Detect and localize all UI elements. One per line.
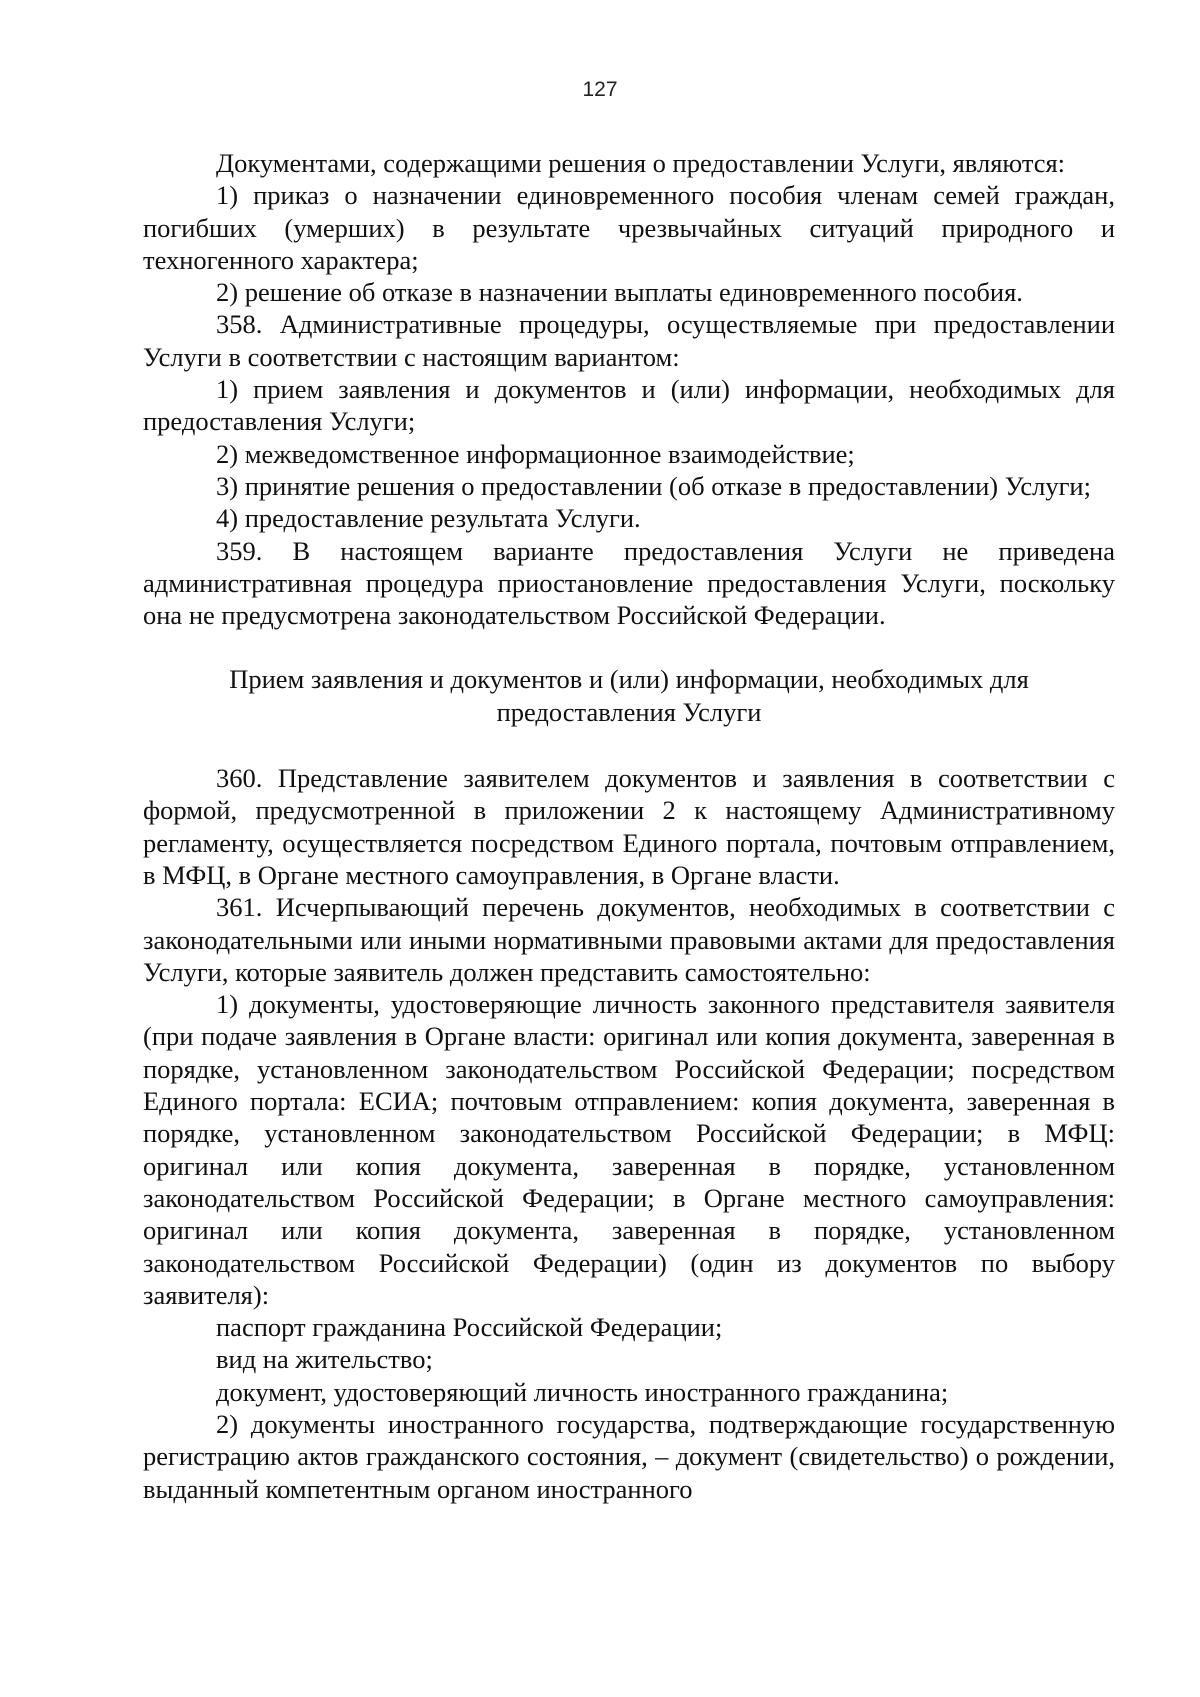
section-heading-line-2: предоставления Услуги: [496, 696, 762, 727]
paragraph-doc-residence: вид на жительство;: [216, 1344, 433, 1375]
paragraph-doc-passport: паспорт гражданина Российской Федерации;: [216, 1312, 723, 1343]
section-heading: [143, 631, 1115, 762]
paragraph-358-item-3: 3) принятие решения о предоставлении (об отказе в предоставлении) Услуги;: [216, 470, 1091, 501]
paragraph-359: 359. В настоящем варианте предоставления Услуги не приведена административная процедура приостановление предоставления Услуги, поскольку она не предусмотрена законодательством Российской Федерации.: [143, 535, 1115, 631]
paragraph-358: 358. Административные процедуры, осуществляемые при предоставлении Услуги в соответствии с настоящим вариантом:: [143, 309, 1115, 372]
paragraph-358-item-2: 2) межведомственное информационное взаимодействие;: [216, 438, 855, 469]
paragraph-result-1: 1) приказ о назначении единовременного пособия членам семей граждан, погибших (умерших) в результате чрезвычайных ситуаций природного и техногенного характера;: [143, 180, 1115, 275]
paragraph-doc-foreign-id: документ, удостоверяющий личность иностранного гражданина;: [216, 1376, 949, 1407]
paragraph-361-item-1: 1) документы, удостоверяющие личность законного представителя заявителя (при подаче заявления в Органе власти: оригинал или копия документа, заверенная в порядке, установленном законодательством Российской Федерации; посредством Единого портала: ЕСИА; почтовым отправлением: копия документа, заверенная в порядке, установленном законодательством Российской Федерации; в МФЦ: оригинал или копия документа, заверенная в порядке, установленном законодательством Российской Федерации; в Органе местного самоуправления: оригинал или копия документа, заверенная в порядке, установленном законодательством Российской Федерации) (один из документов по выбору заявителя):: [143, 989, 1115, 1310]
paragraph-361-item-2: 2) документы иностранного государства, подтверждающие государственную регистрацию актов гражданского состояния, – документ (свидетельство) о рождении, выданный компетентным органом иностранного: [143, 1408, 1115, 1504]
paragraph-results-intro: Документами, содержащими решения о предоставлении Услуги, являются:: [216, 148, 1066, 178]
paragraph-358-item-4: 4) предоставление результата Услуги.: [216, 503, 641, 534]
section-heading-line-1: Прием заявления и документов и (или) информации, необходимых для: [229, 664, 1029, 695]
paragraph-result-2: 2) решение об отказе в назначении выплаты единовременного пособия.: [216, 277, 1023, 308]
paragraph-358-item-1: 1) прием заявления и документов и (или) информации, необходимых для предоставления Услуги;: [143, 374, 1115, 437]
paragraph-361: 361. Исчерпывающий перечень документов, необходимых в соответствии с законодательными или иными нормативными правовыми актами для предоставления Услуги, которые заявитель должен представить самостоятельно:: [143, 892, 1115, 987]
paragraph-360: 360. Представление заявителем документов и заявления в соответствии с формой, предусмотренной в приложении 2 к настоящему Административному регламенту, осуществляется посредством Единого портала, почтовым отправлением, в МФЦ, в Органе местного самоуправления, в Органе власти.: [143, 763, 1115, 890]
document-body: [143, 147, 1115, 1505]
page-number: 127: [582, 78, 618, 101]
